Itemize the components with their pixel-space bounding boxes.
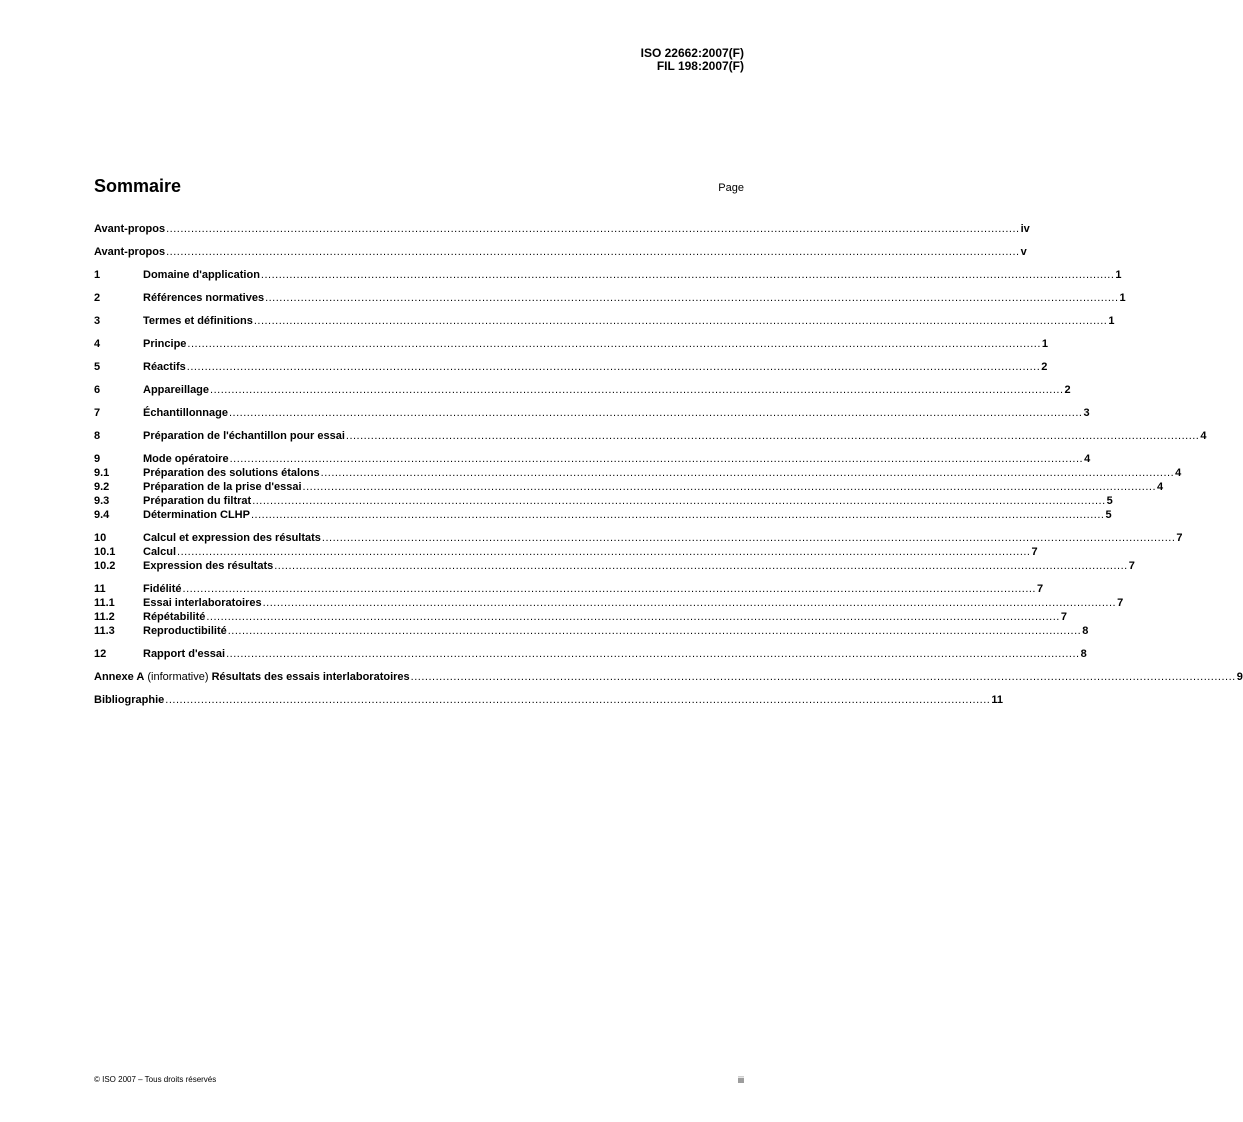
toc-entry[interactable] [94,624,1089,638]
toc-entry-number: 9.2 [94,481,110,493]
dot-leader: ........................................................................................................................................................................................................................................ [410,671,1236,683]
toc-entry-page: 3 [1083,407,1090,419]
toc-entry-page: 7 [1128,560,1135,572]
toc-entry-label: Essai interlaboratoires [143,597,262,609]
toc-entry[interactable] [94,360,1048,374]
toc-entry-label: Préparation des solutions étalons [143,467,320,479]
toc-entry-page: 5 [1106,495,1113,507]
dot-leader: ................................................................................................................................................................................................................................................ [321,532,1176,544]
toc-entry-number: 6 [94,384,101,396]
toc-entry-page: 1 [1115,269,1122,281]
toc-entry-label: Domaine d'application [143,269,260,281]
toc-entry-label: Avant-propos [94,223,166,235]
toc-entry-page: 4 [1200,430,1207,442]
dot-leader: ................................................................................................................................................................................................................................................ [253,315,1108,327]
toc-entry-label: Expression des résultats [143,560,274,572]
toc-entry-page: 8 [1082,625,1089,637]
toc-entry-label: Avant-propos [94,246,166,258]
toc-entry-label: Principe [143,338,187,350]
toc-entry-page: 7 [1176,532,1183,544]
toc-entry[interactable] [94,582,1044,596]
toc-entry-page: 4 [1157,481,1164,493]
toc-entry[interactable] [94,610,1067,624]
page-footer [94,1075,744,1085]
toc-entry-label: Détermination CLHP [143,509,250,521]
toc-entry-number: 12 [94,648,107,660]
toc-entry[interactable] [94,466,1182,480]
toc-entry-label: Rapport d'essai [143,648,226,660]
dot-leader: ................................................................................................................................................................................................................................................ [250,509,1105,521]
toc-entry-label: Répétabilité [143,611,206,623]
toc-entry-number: 3 [94,315,101,327]
toc-entry-label: Calcul [143,546,177,558]
toc-entry-number: 9 [94,453,101,465]
toc-entry-number: 7 [94,407,101,419]
toc-entry[interactable] [94,494,1113,508]
toc-entry[interactable] [94,245,1027,259]
toc-entry-page: 7 [1037,583,1044,595]
toc-entry-label: Calcul et expression des résultats [143,532,321,544]
toc-entry-label: Préparation de la prise d'essai [143,481,302,493]
toc-entry-number: 2 [94,292,101,304]
toc-entry[interactable] [94,545,1038,559]
toc-entry[interactable] [94,508,1112,522]
toc-entry-page: 11 [991,694,1003,706]
toc-entry-page: 9 [1236,671,1243,683]
copyright-notice: © ISO 2007 – Tous droits réservés [94,1075,217,1084]
dot-leader: ................................................................................................................................................................................................................................................ [187,338,1041,350]
toc-entry-label: Appareillage [143,384,210,396]
toc-entry-number: 11.2 [94,611,115,623]
dot-leader: ................................................................................................................................................................................................................................................ [182,583,1036,595]
table-of-contents [94,222,1243,707]
page-number: iii [738,1075,744,1085]
toc-entry-page: 1 [1041,338,1049,350]
annex-title: Résultats des essais interlaboratoires [211,671,410,683]
toc-entry-number: 10.2 [94,560,116,572]
toc-entry-page: 4 [1084,453,1091,465]
toc-entry-page: 2 [1064,384,1071,396]
dot-leader: ................................................................................................................................................................................................................................................ [177,546,1031,558]
toc-entry-number: 1 [94,269,101,281]
toc-entry-page: 8 [1080,648,1087,660]
toc-entry-label: Termes et définitions [143,315,253,327]
dot-leader: ................................................................................................................................................................................................................................................ [260,269,1115,281]
toc-entry-label: Reproductibilité [143,625,227,637]
toc-entry-label: Préparation du filtrat [143,495,252,507]
doc-ref-fil: FIL 198:2007(F) [656,59,744,73]
toc-entry[interactable] [94,559,1135,573]
page-column-label: Page [718,182,744,194]
toc-entry[interactable] [94,647,1087,661]
dot-leader: ................................................................................................................................................................................................................................................ [227,625,1082,637]
dot-leader: ................................................................................................................................................................................................................................................ [166,246,1020,258]
toc-entry-number: 4 [94,338,101,350]
toc-entry[interactable] [94,337,1049,351]
dot-leader: ................................................................................................................................................................................................................................................ [320,467,1175,479]
toc-entry[interactable] [94,596,1124,610]
toc-entry-number: 10 [94,532,107,544]
toc-entry-label: Mode opératoire [143,453,229,465]
toc-entry-label: Préparation de l'échantillon pour essai [143,430,345,442]
dot-leader: ................................................................................................................................................................................................................................................ [265,292,1119,304]
annex-prefix: Annexe A [94,671,145,683]
dot-leader: ................................................................................................................................................................................................................................................ [274,560,1128,572]
toc-entry-page: iv [1020,223,1030,235]
toc-entry-number: 8 [94,430,101,442]
toc-entry-number: 9.4 [94,509,110,521]
dot-leader: ................................................................................................................................................................................................................................................ [345,430,1200,442]
toc-entry-page: 4 [1175,467,1182,479]
toc-entry[interactable] [94,429,1207,443]
toc-entry[interactable] [94,531,1183,545]
toc-entry-annex[interactable] [94,670,1243,684]
toc-entry-page: 1 [1108,315,1115,327]
toc-entry-page: 2 [1041,361,1048,373]
toc-entry-page: 5 [1105,509,1112,521]
dot-leader: ................................................................................................................................................................................................................................................ [228,407,1083,419]
toc-entry-number: 11 [94,583,106,595]
toc-entry-label: Échantillonnage [143,407,228,419]
doc-ref-iso: ISO 22662:2007(F) [640,46,744,60]
toc-entry[interactable] [94,480,1164,494]
dot-leader: ................................................................................................................................................................................................................................................ [262,597,1117,609]
toc-entry-label: Références normatives [143,292,265,304]
toc-entry-page: 1 [1119,292,1126,304]
toc-entry-label: Réactifs [143,361,186,373]
annex-note: (informative) [144,671,212,683]
toc-entry-number: 9.3 [94,495,110,507]
toc-entry-number: 11.3 [94,625,115,637]
dot-leader: ................................................................................................................................................................................................................................................ [229,453,1084,465]
dot-leader: ................................................................................................................................................................................................................................................ [302,481,1157,493]
dot-leader: ........................................................................................................................................................................................................................................ [165,694,991,706]
toc-entry[interactable] [94,268,1122,282]
toc-entry-label: Fidélité [143,583,182,595]
toc-entry-page: 7 [1117,597,1124,609]
dot-leader: ................................................................................................................................................................................................................................................ [166,223,1020,235]
toc-entry-number: 5 [94,361,101,373]
toc-entry-bibliography[interactable] [94,693,1003,707]
dot-leader: ................................................................................................................................................................................................................................................ [252,495,1106,507]
dot-leader: ................................................................................................................................................................................................................................................ [226,648,1080,660]
toc-entry-label: Bibliographie [94,694,165,706]
toc-entry[interactable] [94,406,1090,420]
toc-entry[interactable] [94,291,1126,305]
toc-entry[interactable] [94,452,1091,466]
dot-leader: ................................................................................................................................................................................................................................................ [186,361,1041,373]
toc-entry-page: 7 [1060,611,1067,623]
toc-entry-page: v [1020,246,1027,258]
toc-entry-number: 9.1 [94,467,110,479]
document-reference [641,47,744,73]
toc-entry[interactable] [94,314,1115,328]
dot-leader: ................................................................................................................................................................................................................................................ [210,384,1064,396]
toc-entry-number: 11.1 [94,597,115,609]
toc-entry[interactable] [94,383,1071,397]
page-title: Sommaire [94,176,182,196]
dot-leader: ................................................................................................................................................................................................................................................ [206,611,1060,623]
toc-entry[interactable] [94,222,1030,236]
toc-entry-page: 7 [1031,546,1038,558]
toc-entry-number: 10.1 [94,546,116,558]
toc-entry-label [94,670,410,684]
